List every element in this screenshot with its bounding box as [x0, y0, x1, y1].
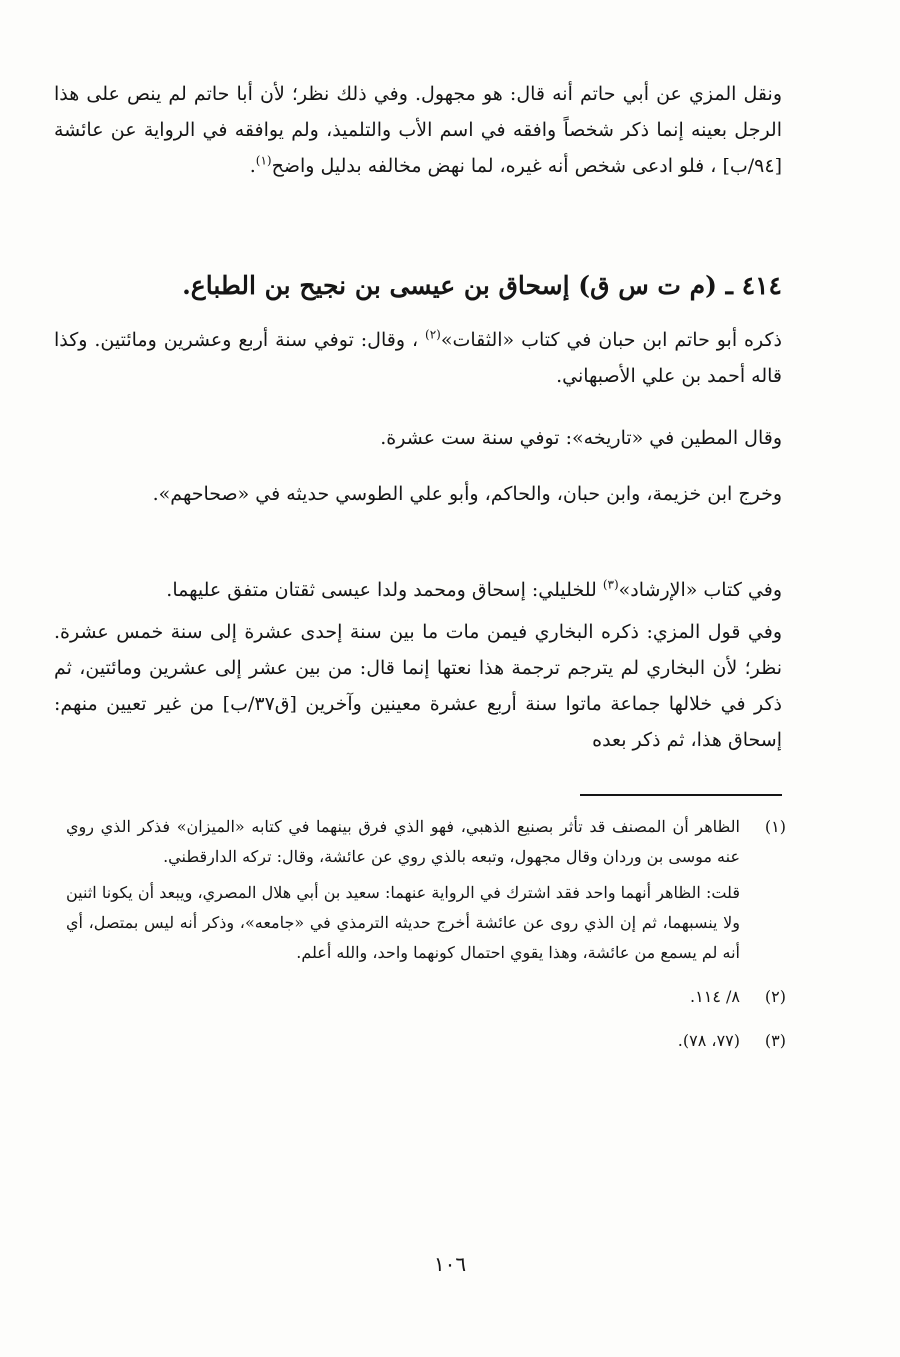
footnote-body: [66, 812, 740, 974]
entry-heading: ٤١٤ ـ (م ت س ق) إسحاق بن عيسى بن نجيح بن الطباع.: [182, 271, 782, 300]
footnote-marker: (١): [255, 153, 272, 168]
paragraph-text: وقال المطين في «تاريخه»: توفي سنة ست عشرة.: [380, 427, 782, 449]
footnote-item: [66, 1026, 786, 1062]
main-paragraph: [54, 614, 782, 758]
main-paragraph: [54, 76, 782, 184]
footnote-body: [66, 982, 740, 1018]
footnotes-section: [66, 812, 786, 1070]
footnote-marker: (٢): [425, 327, 441, 342]
footnote-body: [66, 1026, 740, 1062]
paragraph-text: وفي قول المزي: ذكره البخاري فيمن مات ما بين سنة إحدى عشرة إلى سنة خمس عشرة. نظر؛ لأن البخاري لم يترجم ترجمة هذا نعتها إنما قال: من بين عشر إلى عشرين ومائتين، ثم ذكر في خلالها جماعة ماتوا سنة أربع عشرة معينين وآخرين [ق٣٧/ب] من غير تعيين منهم: إسحاق هذا، ثم ذكر بعده: [54, 621, 782, 751]
footnote-text: الظاهر أن المصنف قد تأثر بصنيع الذهبي، فهو الذي فرق بينهما في كتابه «الميزان» فذكر الذي روي عنه موسى بن وردان وقال مجهول، وتبعه بالذي روي عن عائشة، وقال: تركه الدارقطني.: [66, 817, 740, 866]
footnote-item: [66, 812, 786, 974]
main-paragraph: [54, 322, 782, 394]
footnote-marker: (٣): [602, 577, 619, 592]
paragraph-text: ، وقال: توفي سنة أربع وعشرين ومائتين. وكذا قاله أحمد بن علي الأصبهاني.: [54, 329, 782, 387]
main-paragraph: [54, 420, 782, 456]
footnote-number: (١): [764, 817, 786, 836]
footnote-item: [66, 982, 786, 1018]
paragraph-text: وخرج ابن خزيمة، وابن حبان، والحاكم، وأبو علي الطوسي حديثه في «صحاحهم».: [152, 483, 782, 505]
page-number: ١٠٦: [433, 1252, 467, 1276]
footnote-text: قلت: الظاهر أنهما واحد فقد اشترك في الرواية عنهما: سعيد بن أبي هلال المصري، ويبعد أن يكونا اثنين ولا ينسبهما، ثم إن الذي روى عن عائشة أخرج حديثه الترمذي في «جامعه»، وذكر أنه ليس بمتصل، أي أنه لم يسمع من عائشة، وهذا يقوي احتمال كونهما واحد، والله أعلم.: [66, 883, 740, 962]
footnote-number: (٣): [764, 1031, 786, 1050]
paragraph-text: ذكره أبو حاتم ابن حبان في كتاب «الثقات»: [440, 329, 782, 351]
footnote-text: (٧٧، ٧٨).: [677, 1031, 740, 1050]
footnote-text: ٨/ ١١٤.: [690, 987, 740, 1006]
footnote-number: (٢): [764, 987, 786, 1006]
paragraph-end: .: [249, 155, 256, 177]
paragraph-text: ونقل المزي عن أبي حاتم أنه قال: هو مجهول. وفي ذلك نظر؛ لأن أبا حاتم لم ينص على هذا الرجل بعينه إنما ذكر شخصاً وافقه في اسم الأب والتلميذ، ولم يوافقه في الرواية عن عائشة [٩٤/ب] ، فلو ادعى شخص أنه غيره، لما نهض مخالفه بدليل واضح: [54, 83, 782, 177]
paragraph-text: للخليلي: إسحاق ومحمد ولدا عيسى ثقتان متفق عليهما.: [166, 579, 603, 601]
footnote-divider: [580, 794, 782, 796]
main-paragraph: [54, 476, 782, 512]
main-paragraph: [54, 572, 782, 608]
paragraph-text: وفي كتاب «الإرشاد»: [618, 579, 782, 601]
